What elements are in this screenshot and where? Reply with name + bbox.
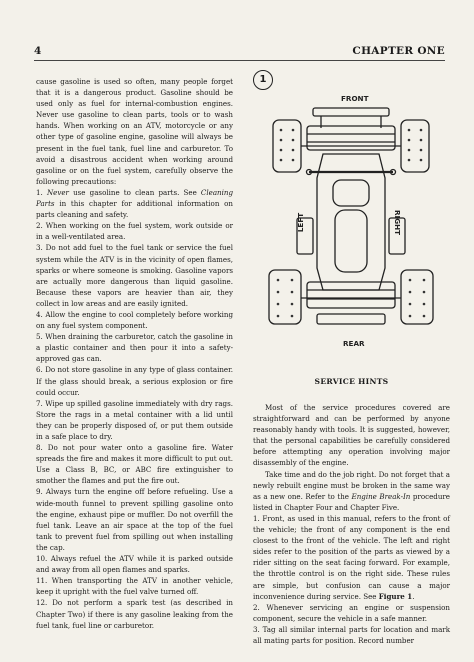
front-left-tire	[273, 120, 301, 172]
precaution-text: Do not perform a spark test (as described in Chapter Two) if there is any gasoline leaking from the fuel tank, fuel line or carburetor.	[36, 598, 233, 630]
precaution-text-end: in this chapter for additional information on parts cleaning and safety.	[36, 199, 233, 220]
p2-text-start: Take time and do the job right. Do not forget that a newly rebuilt engine must be broken in the same way as a new one. Refer to the	[253, 469, 450, 501]
atv-top-view-diagram	[251, 68, 450, 368]
precaution-text: Do not add fuel to the fuel tank or service the fuel system while the ATV is in the vicinity of open flames, sparks or where someone is smoking. Gasoline vapors are actually more dangerous than liquid gasoline. Because these vapors are heavier than air, they collect in low areas and are easily ignited.	[36, 243, 233, 308]
precaution-text: Always turn the engine off before refueling. Use a wide-mouth funnel to prevent spilling gasoline onto the engine, exhaust pipe or muffler. Do not overfill the fuel tank. Leave an air space at the top of the fuel tank to prevent fuel from spilling out when installing the cap.	[36, 487, 233, 552]
precaution-item	[36, 309, 233, 331]
precaution-number: 12.	[36, 598, 48, 608]
intro-paragraph: cause gasoline is used so often, many people forget that it is a dangerous product. Gasoline should be used only as fuel for internal-combustion engines. Never use gasoline to clean parts, tools or to wash hands. When working on an ATV, motorcycle or any other type of gasoline engine, gasoline will always be present in the fuel tank, fuel line and carburetor. To avoid a disastrous accident when working around gasoline or on the fuel system, carefully observe the following precautions:	[36, 77, 233, 186]
rear-left-tire	[269, 270, 301, 324]
precaution-number: 11.	[36, 576, 48, 586]
precaution-text: Always refuel the ATV while it is parked outside and away from all open flames and sparks.	[36, 554, 234, 575]
precaution-number: 5.	[36, 332, 43, 342]
precaution-number: 7.	[36, 398, 43, 408]
precaution-text: When working on the fuel system, work outside or in a well-ventilated area.	[36, 221, 233, 242]
rear-right-tire	[401, 270, 433, 324]
precaution-number: 9.	[36, 487, 43, 497]
section-heading: SERVICE HINTS	[314, 377, 389, 386]
precaution-number: 6.	[36, 365, 43, 375]
precaution-item	[36, 575, 233, 597]
precaution-text-mid: use gasoline to clean parts. See	[68, 187, 201, 197]
precaution-item	[36, 486, 233, 553]
header-rule	[34, 60, 445, 61]
precaution-number: 8.	[36, 443, 43, 453]
hints-paragraph-2	[253, 469, 450, 513]
hint-item-2: 2. Whenever servicing an engine or suspension component, secure the vehicle in a safe manner.	[253, 602, 450, 623]
precaution-text: Wipe up spilled gasoline immediately with dry rags. Store the rags in a metal container with a lid until they can be properly disposed of, or put them outside in a safe place to dry.	[36, 398, 233, 441]
precaution-text: Do not store gasoline in any type of glass container. If the glass should break, a serious explosion or fire could occur.	[36, 365, 233, 397]
rear-bumper	[317, 314, 385, 324]
precautions-list	[36, 187, 233, 631]
precaution-number: 1.	[36, 187, 43, 197]
hint-item-3: 3. Tag all similar internal parts for location and mark all mating parts for position. Record number	[253, 624, 450, 645]
p2-text-end: procedure listed in Chapter Four and Chapter Five.	[253, 491, 450, 512]
precaution-item	[36, 442, 233, 486]
precaution-item	[36, 331, 233, 364]
fuel-tank	[333, 180, 369, 206]
precaution-number: 10.	[36, 554, 48, 564]
precaution-emphasis-2: Cleaning Parts	[36, 187, 233, 209]
precaution-item	[36, 398, 233, 442]
precaution-item	[36, 597, 233, 630]
front-right-tire	[401, 120, 429, 172]
label-right: RIGHT	[393, 209, 403, 236]
precaution-item	[36, 187, 233, 220]
label-front: FRONT	[341, 94, 369, 103]
precaution-text: When draining the carburetor, catch the gasoline in a plastic container and then pour it into a safety-approved gas can.	[36, 332, 233, 364]
hint-item-1	[253, 513, 450, 602]
left-column	[36, 76, 233, 631]
precaution-item	[36, 220, 233, 242]
precaution-text: Do not pour water onto a gasoline fire. Water spreads the fire and makes it more difficult to put out. Use a Class B, BC, or ABC fire extinguisher to smother the flames and put the fire out.	[36, 443, 233, 486]
figure-number: 1	[253, 70, 273, 90]
hint-1-text: 1. Front, as used in this manual, refers to the front of the vehicle; the front of any component is the end closest to the front of the vehicle. The left and right sides refer to the position of the parts as viewed by a rider sitting on the seat facing forward. For example, the throttle control is on the right side. These rules are simple, but confusion can cause a major inconvenience during service. See	[253, 513, 450, 601]
precaution-item	[36, 364, 233, 397]
right-column	[253, 402, 450, 646]
p2-emphasis: Engine Break-In	[351, 491, 411, 501]
precaution-emphasis: Never	[46, 187, 69, 197]
seat	[335, 210, 367, 272]
hint-1-end: .	[412, 591, 415, 601]
rear-rack	[307, 282, 395, 308]
figure-reference: Figure 1	[378, 591, 413, 601]
precaution-item	[36, 553, 233, 575]
atv-body	[317, 154, 385, 290]
precaution-text: Allow the engine to cool completely before working on any fuel system component.	[36, 309, 233, 331]
precaution-item	[36, 242, 233, 309]
label-rear: REAR	[343, 339, 365, 348]
precaution-text: When transporting the ATV in another vehicle, keep it upright with the fuel valve turned off.	[36, 576, 233, 597]
precaution-number: 2.	[36, 221, 43, 231]
label-left: LEFT	[296, 212, 306, 233]
chapter-title: CHAPTER ONE	[352, 45, 445, 57]
figure-1	[251, 68, 450, 368]
front-bumper	[313, 108, 389, 116]
page-header	[34, 45, 445, 61]
hints-paragraph-1: Most of the service procedures covered are straightforward and can be performed by anyone reasonably handy with tools. It is suggested, however, that the personal capabilities be carefully considered before attempting any operation involving major disassembly of the engine.	[253, 403, 450, 468]
precaution-number: 4.	[36, 309, 43, 319]
page-number: 4	[34, 45, 42, 57]
precaution-number: 3.	[36, 243, 43, 253]
